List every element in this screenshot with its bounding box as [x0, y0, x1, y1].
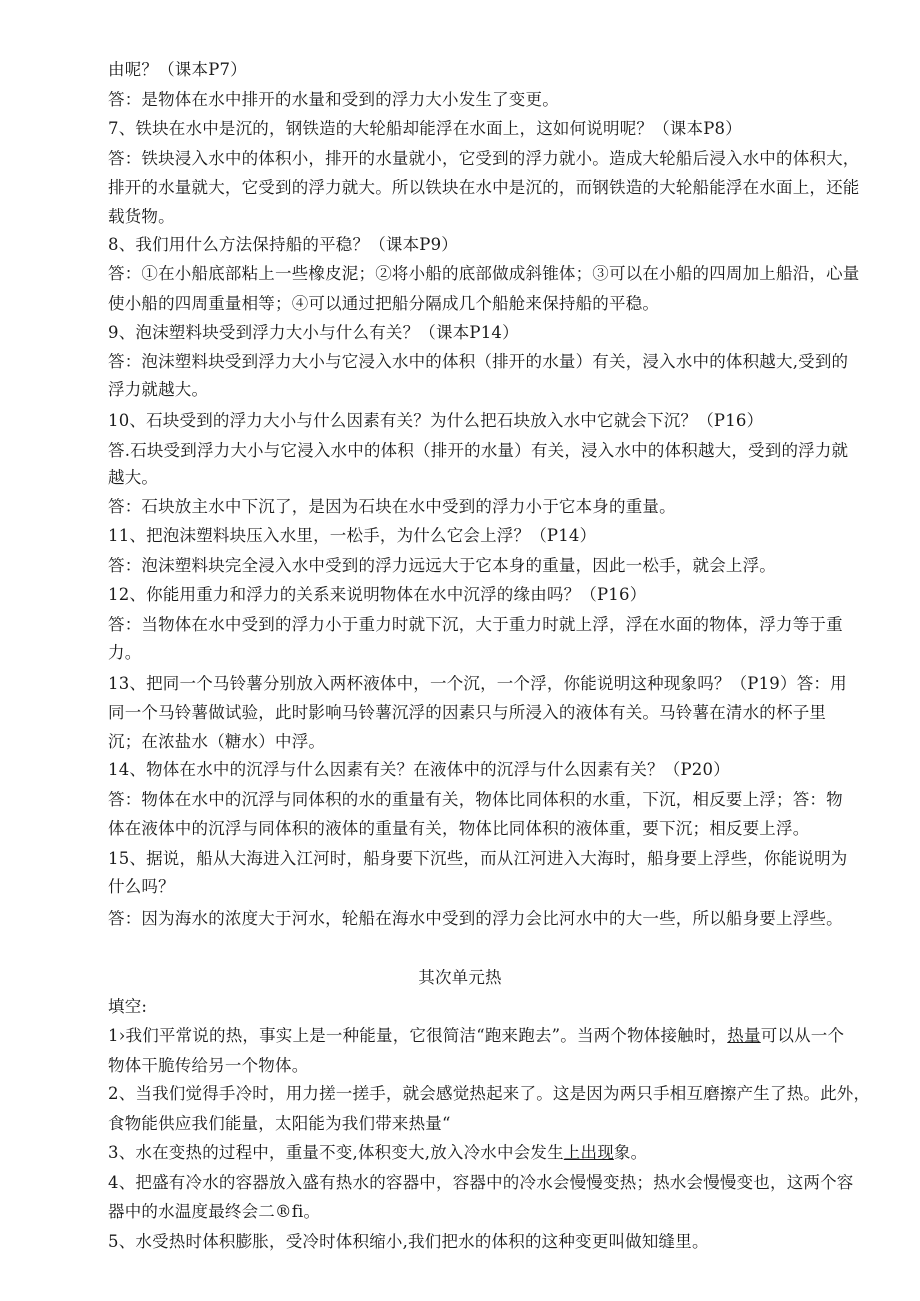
- text-line: [108, 1141, 888, 1165]
- text-line: 答：是物体在水中排开的水量和受到的浮力大小发生了变更。: [108, 90, 559, 109]
- text-line: 13、把同一个马铃薯分别放入两杯液体中，一个沉，一个浮，你能说明这种现象吗？（P19）答：用: [108, 674, 847, 693]
- text-line: 14、物体在水中的沉浮与什么因素有关？在液体中的沉浮与什么因素有关？（P20）: [108, 760, 730, 779]
- text-line: 沉；在浓盐水（糖水）中浮。: [108, 732, 326, 751]
- text-segment: 可以从一个: [760, 1026, 845, 1045]
- text-line: 8、我们用什么方法保持船的平稳？（课本P9）: [108, 235, 458, 254]
- text-line: 答.石块受到浮力大小与它浸入水中的体积（排开的水量）有关，浸入水中的体积越大，受到的浮力就: [108, 441, 849, 460]
- text-line: 食物能供应我们能量，太阳能为我们带来热量“: [108, 1114, 451, 1133]
- text-line: 12、你能用重力和浮力的关系来说明物体在水中沉浮的缘由吗？（P16）: [108, 585, 647, 604]
- text-line: 由呢？（课本P7）: [108, 60, 247, 79]
- text-line: 答：石块放主水中下沉了，是因为石块在水中受到的浮力小于它本身的重量。: [108, 497, 676, 516]
- text-line: 答：铁块浸入水中的体积小，排开的水量就小，它受到的浮力就小。造成大轮船后浸入水中的体积大，: [108, 149, 860, 168]
- text-line: 9、泡沫塑料块受到浮力大小与什么有关？（课本P14）: [108, 323, 519, 342]
- text-line: 器中的水温度最终会二®fi。: [108, 1202, 321, 1221]
- text-segment: 1›我们平常说的热，事实上是一种能量，它很简洁“跑来跑去”。当两个物体接触时，: [108, 1026, 728, 1045]
- text-line: 载货物。: [108, 207, 175, 226]
- underlined-answer: 上出现: [563, 1143, 614, 1162]
- text-segment: 3、水在变热的过程中，重量不变,体积变大,放入冷水中会发生: [108, 1143, 564, 1162]
- underlined-answer: 热量: [727, 1026, 761, 1045]
- text-line: 4、把盛有冷水的容器放入盛有热水的容器中，容器中的冷水会慢慢变热；热水会慢慢变也，这两个容: [108, 1173, 854, 1192]
- text-line: 答：因为海水的浓度大于河水，轮船在海水中受到的浮力会比河水中的大一些，所以船身要上浮些。: [108, 909, 843, 928]
- text-line: 5、水受热时体积膨胀，受冷时体积缩小,我们把水的体积的这种变更叫做知缝里。: [108, 1232, 709, 1251]
- text-line: 11、把泡沫塑料块压入水里，一松手，为什么它会上浮？（P14）: [108, 526, 597, 545]
- text-line: 同一个马铃薯做试验，此时影响马铃薯沉浮的因素只与所浸入的液体有关。马铃薯在清水的杯子里: [108, 703, 827, 722]
- text-line: 什么吗？: [108, 877, 175, 896]
- text-line: 排开的水量就大，它受到的浮力就大。所以铁块在水中是沉的，而钢铁造的大轮船能浮在水面上，还能: [108, 178, 860, 197]
- text-line: 越大。: [108, 468, 159, 487]
- text-line: 答：当物体在水中受到的浮力小于重力时就下沉，大于重力时就上浮，浮在水面的物体，浮力等于重: [108, 615, 843, 634]
- text-line: [108, 1024, 888, 1048]
- text-line: 答：泡沫塑料块受到浮力大小与它浸入水中的体积（排开的水量）有关，浸入水中的体积越大,受到的: [108, 352, 849, 371]
- text-line: 浮力就越大。: [108, 380, 209, 399]
- text-line: 10、石块受到的浮力大小与什么因素有关？为什么把石块放入水中它就会下沉？（P16）: [108, 411, 764, 430]
- text-line: 15、据说，船从大海进入江河时，船身要下沉些，而从江河进入大海时，船身要上浮些，你能说明为: [108, 849, 848, 868]
- text-line: 体在液体中的沉浮与同体积的液体的重量有关，物体比同体积的液体重，要下沉；相反要上浮。: [108, 819, 810, 838]
- text-line: 使小船的四周重量相等；④可以通过把船分隔成几个船舱来保持船的平稳。: [108, 294, 660, 313]
- text-line: 答：泡沫塑料块完全浸入水中受到的浮力远远大于它本身的重量，因此一松手，就会上浮。: [108, 556, 776, 575]
- text-segment: 象。: [613, 1143, 648, 1162]
- text-line: 7、铁块在水中是沉的，钢铁造的大轮船却能浮在水面上，这如何说明呢？（课本P8）: [108, 119, 742, 138]
- text-line: 答：①在小船底部粘上一些橡皮泥；②将小船的底部做成斜锥体；③可以在小船的四周加上船沿，心量: [108, 264, 860, 283]
- text-line: 力。: [108, 643, 142, 662]
- fill-in-label: 填空:: [108, 997, 148, 1016]
- section-title: 其次单元热: [418, 968, 502, 987]
- text-line: 答：物体在水中的沉浮与同体积的水的重量有关，物体比同体积的水重，下沉，相反要上浮；答：物: [108, 790, 843, 809]
- text-line: 物体干脆传给另一个物体。: [108, 1056, 309, 1075]
- text-line: 2、当我们觉得手冷时，用力搓一搓手，就会感觉热起来了。这是因为两只手相互磨擦产生了热。此外，: [108, 1084, 871, 1103]
